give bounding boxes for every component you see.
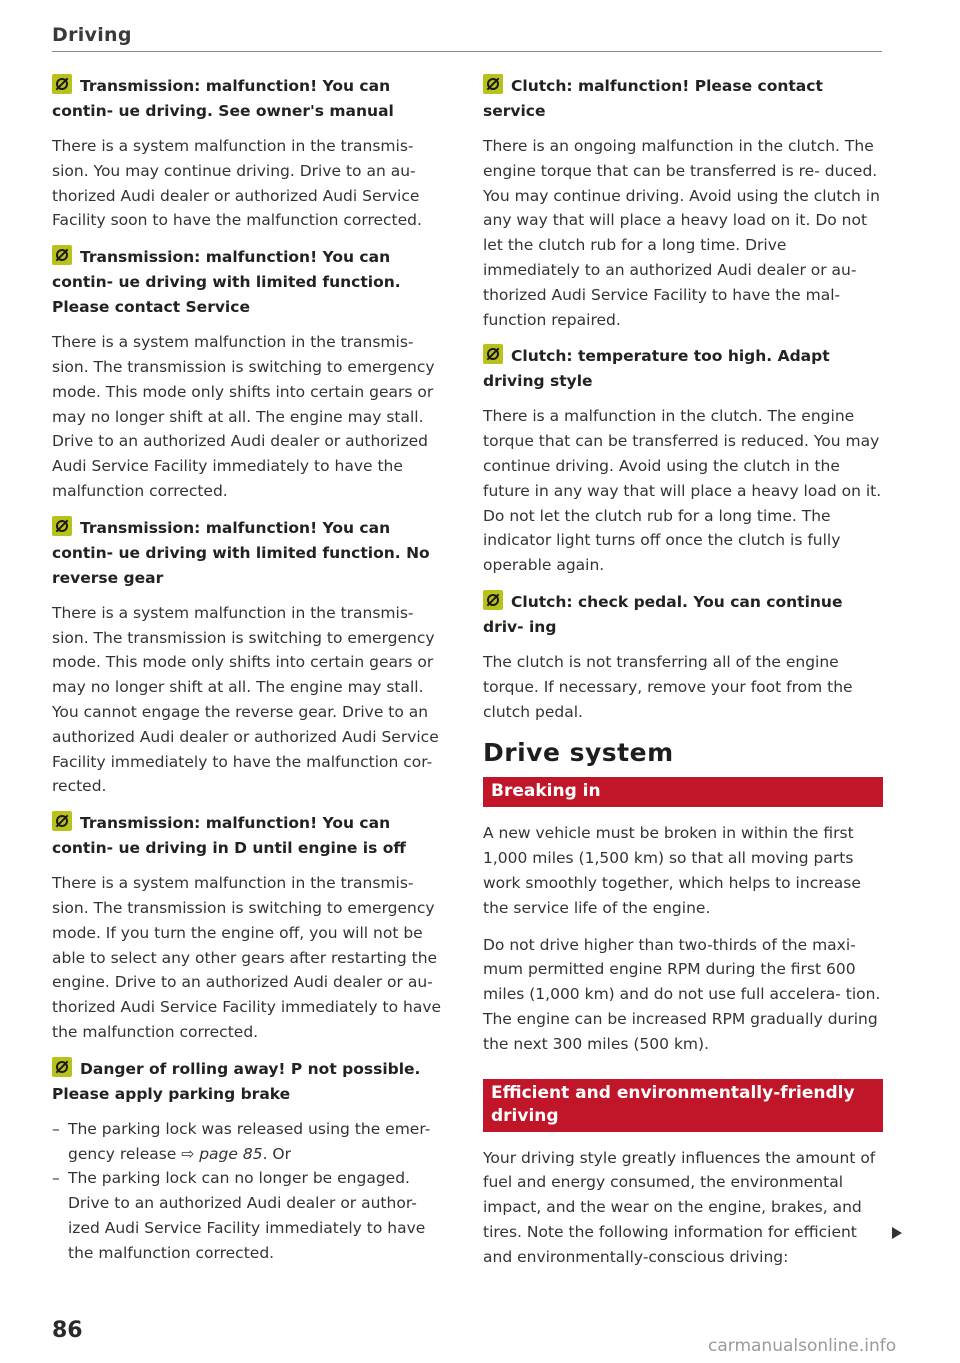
paragraph: A new vehicle must be broken in within the first 1,000 miles (1,500 km) so that all moving parts work smoothly together, which helps to increase the service life of the engine. — [483, 824, 861, 917]
paragraph: Do not drive higher than two-thirds of the maxi- mum permitted engine RPM during the first 600 miles (1,000 km) and do not use full accelera- tion. The engine can be increased RPM gradually during the next 300 miles (500 km). — [483, 935, 881, 1053]
subsection-banner-efficient-driving: Efficient and environmentally-friendly driving — [483, 1079, 883, 1132]
section-heading-transmission-1: Transmission: malfunction! You can contin- ue driving. See owner's manual — [52, 74, 452, 124]
section-heading-transmission-3: Transmission: malfunction! You can contin- ue driving with limited function. No reverse gear — [52, 516, 452, 591]
header-rule — [52, 51, 882, 52]
section-heading-clutch-1: Clutch: malfunction! Please contact service — [483, 74, 883, 124]
bullet-list — [52, 1117, 452, 1266]
section-heading-parking: Danger of rolling away! P not possible. Please apply parking brake — [52, 1057, 452, 1107]
transmission-warning-icon — [483, 344, 503, 364]
section-heading-transmission-4: Transmission: malfunction! You can contin- ue driving in D until engine is off — [52, 811, 452, 861]
paragraph: There is a malfunction in the clutch. The engine torque that can be transferred is reduced. You may continue driving. Avoid using the clutch in the future in any way that will place a heavy load on it. Do not let the clutch rub for a long time. The indicator light turns off once the clutch is fully operable again. — [483, 407, 882, 575]
paragraph: There is a system malfunction in the transmis- sion. The transmission is switching to emergency mode. If you turn the engine off, you will not be able to select any other gears after restarting the engine. Drive to an authorized Audi dealer or au- thorized Audi Service Facility immediately to have the malfunction corrected. — [52, 874, 442, 1041]
list-item: – The parking lock can no longer be engaged. Drive to an authorized Audi dealer or author- ized Audi Service Facility immediately to have the malfunction corrected. — [52, 1169, 426, 1262]
paragraph: The clutch is not transferring all of the engine torque. If necessary, remove your foot from the clutch pedal. — [483, 652, 853, 721]
right-column — [483, 74, 883, 1282]
left-column — [52, 74, 452, 1278]
page-number: 86 — [52, 1318, 83, 1343]
section-heading-clutch-3: Clutch: check pedal. You can continue driv- ing — [483, 590, 883, 640]
continue-arrow-icon — [892, 1227, 902, 1239]
transmission-warning-icon — [483, 74, 503, 94]
watermark: carmanualsonline.info — [708, 1336, 897, 1356]
section-title: Drive system — [483, 738, 674, 768]
transmission-warning-icon — [52, 811, 72, 831]
transmission-warning-icon — [52, 245, 72, 265]
transmission-warning-icon — [52, 516, 72, 536]
paragraph: There is a system malfunction in the transmis- sion. The transmission is switching to emergency mode. This mode only shifts into certain gears or may no longer shift at all. The engine may stall. Drive to an authorized Audi dealer or authorized Audi Service Facility immediately to have the malfunction corrected. — [52, 333, 435, 500]
paragraph: There is a system malfunction in the transmis- sion. You may continue driving. Drive to an au- thorized Audi dealer or authorized Audi Service Facility soon to have the malfunction corrected. — [52, 137, 422, 230]
transmission-warning-icon — [52, 74, 72, 94]
transmission-warning-icon — [52, 1057, 72, 1077]
page-reference-link[interactable]: ⇨ page 85 — [181, 1144, 263, 1163]
section-heading-clutch-2: Clutch: temperature too high. Adapt driving style — [483, 344, 883, 394]
paragraph: There is an ongoing malfunction in the clutch. The engine torque that can be transferred is re- duced. You may continue driving. Avoid using the clutch in any way that will place a heavy load on it. Do not let the clutch rub for a long time. Drive immediately to an authorized Audi dealer or au- thorized Audi Service Facility to have the mal- function repaired. — [483, 137, 880, 329]
paragraph: Your driving style greatly influences the amount of fuel and energy consumed, the environmental impact, and the wear on the engine, brakes, and tires. Note the following information for efficient and environmentally-conscious driving: — [483, 1148, 876, 1266]
transmission-warning-icon — [483, 590, 503, 610]
section-heading-transmission-2: Transmission: malfunction! You can contin- ue driving with limited function. Please contact Service — [52, 245, 452, 320]
paragraph: There is a system malfunction in the transmis- sion. The transmission is switching to emergency mode. This mode only shifts into certain gears or may no longer shift at all. The engine may stall. You cannot engage the reverse gear. Drive to an authorized Audi dealer or authorized Audi Service Facility immediately to have the malfunction cor- rected. — [52, 603, 439, 796]
page-header-title: Driving — [52, 24, 132, 46]
subsection-banner-breaking-in: Breaking in — [483, 777, 883, 807]
list-item: – The parking lock was released using the emer- gency release ⇨ page 85. Or — [52, 1119, 431, 1163]
